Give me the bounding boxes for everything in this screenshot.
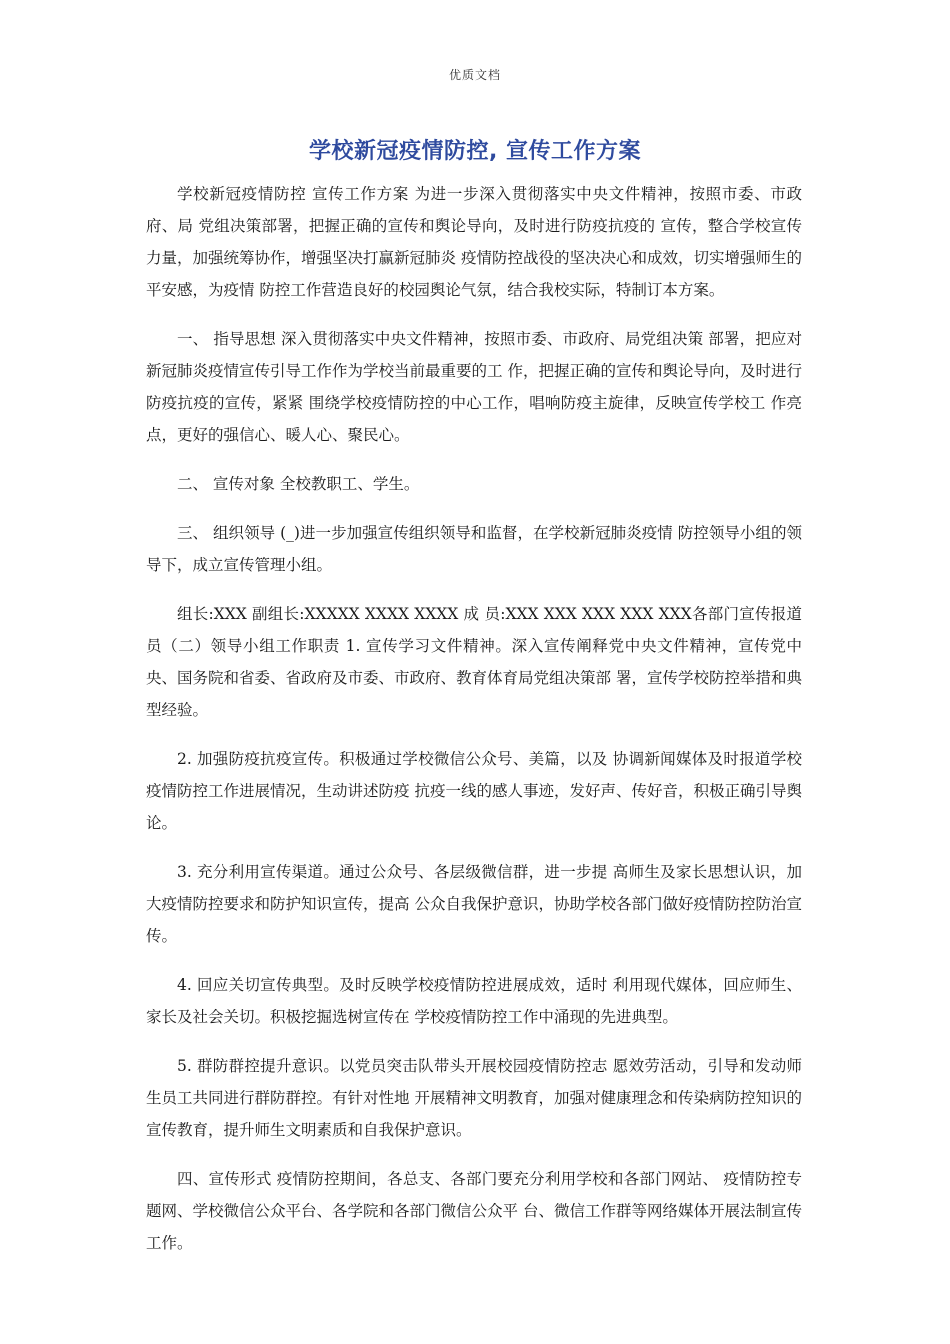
paragraph-publicity-forms: 四、宣传形式 疫情防控期间，各总支、各部门要充分利用学校和各部门网站、 疫情防控专题网、学校微信公众平台、各学院和各部门微信公众平 台、微信工作群等网络媒体开展法制宣传工作。 [146, 1170, 802, 1252]
page-header-label: 优质文档 [448, 68, 501, 82]
document-body [146, 178, 802, 1276]
paragraph-members-duties: 组长:XXX 副组长:XXXXX XXXX XXXX 成 员:XXX XXX XXX XXX XXX各部门宣传报道员（二）领导小组工作职责 1. 宣传学习文件精神。深入宣传阐释党中央文件精神，宣传党中央、国务院和省委、省政府及市委、市政府、教育体育局党组决策部 署，宣传学校防控举措和典型经验。 [146, 605, 802, 719]
paragraph-audience: 二、 宣传对象 全校教职工、学生。 [177, 475, 420, 493]
paragraph-duty-4: 4. 回应关切宣传典型。及时反映学校疫情防控进展成效，适时 利用现代媒体，回应师生、家长及社会关切。积极挖掘选树宣传在 学校疫情防控工作中涌现的先进典型。 [146, 976, 802, 1026]
paragraph-duty-5: 5. 群防群控提升意识。以党员突击队带头开展校园疫情防控志 愿效劳活动，引导和发动师生员工共同进行群防群控。有针对性地 开展精神文明教育，加强对健康理念和传染病防控知识的宣传教育，提升师生文明素质和自我保护意识。 [146, 1057, 802, 1139]
paragraph-guiding-thought: 一、 指导思想 深入贯彻落实中央文件精神，按照市委、市政府、局党组决策 部署，把应对新冠肺炎疫情宣传引导工作作为学校当前最重要的工 作，把握正确的宣传和舆论导向，及时进行防疫抗疫的宣传，紧紧 围绕学校疫情防控的中心工作，唱响防疫主旋律，反映宣传学校工 作亮点，更好的强信心、暖人心、聚民心。 [146, 330, 802, 444]
paragraph-duty-3: 3. 充分利用宣传渠道。通过公众号、各层级微信群，进一步提 高师生及家长思想认识，加大疫情防控要求和防护知识宣传，提高 公众自我保护意识，协助学校各部门做好疫情防控防治宣传。 [146, 863, 802, 945]
paragraph-intro: 学校新冠疫情防控 宣传工作方案 为进一步深入贯彻落实中央文件精神，按照市委、市政府、局 党组决策部署，把握正确的宣传和舆论导向，及时进行防疫抗疫的 宣传，整合学校宣传力量，加强统筹协作，增强坚决打赢新冠肺炎 疫情防控战役的坚决决心和成效，切实增强师生的平安感，为疫情 防控工作营造良好的校园舆论气氛，结合我校实际，特制订本方案。 [146, 185, 802, 299]
paragraph-leadership: 三、 组织领导 (_)进一步加强宣传组织领导和监督，在学校新冠肺炎疫情 防控领导小组的领导下，成立宣传管理小组。 [146, 524, 802, 574]
document-title: 学校新冠疫情防控, 宣传工作方案 [308, 139, 642, 164]
paragraph-duty-2: 2. 加强防疫抗疫宣传。积极通过学校微信公众号、美篇，以及 协调新闻媒体及时报道学校疫情防控工作进展情况，生动讲述防疫 抗疫一线的感人事迹，发好声、传好音，积极正确引导舆论。 [146, 750, 802, 832]
